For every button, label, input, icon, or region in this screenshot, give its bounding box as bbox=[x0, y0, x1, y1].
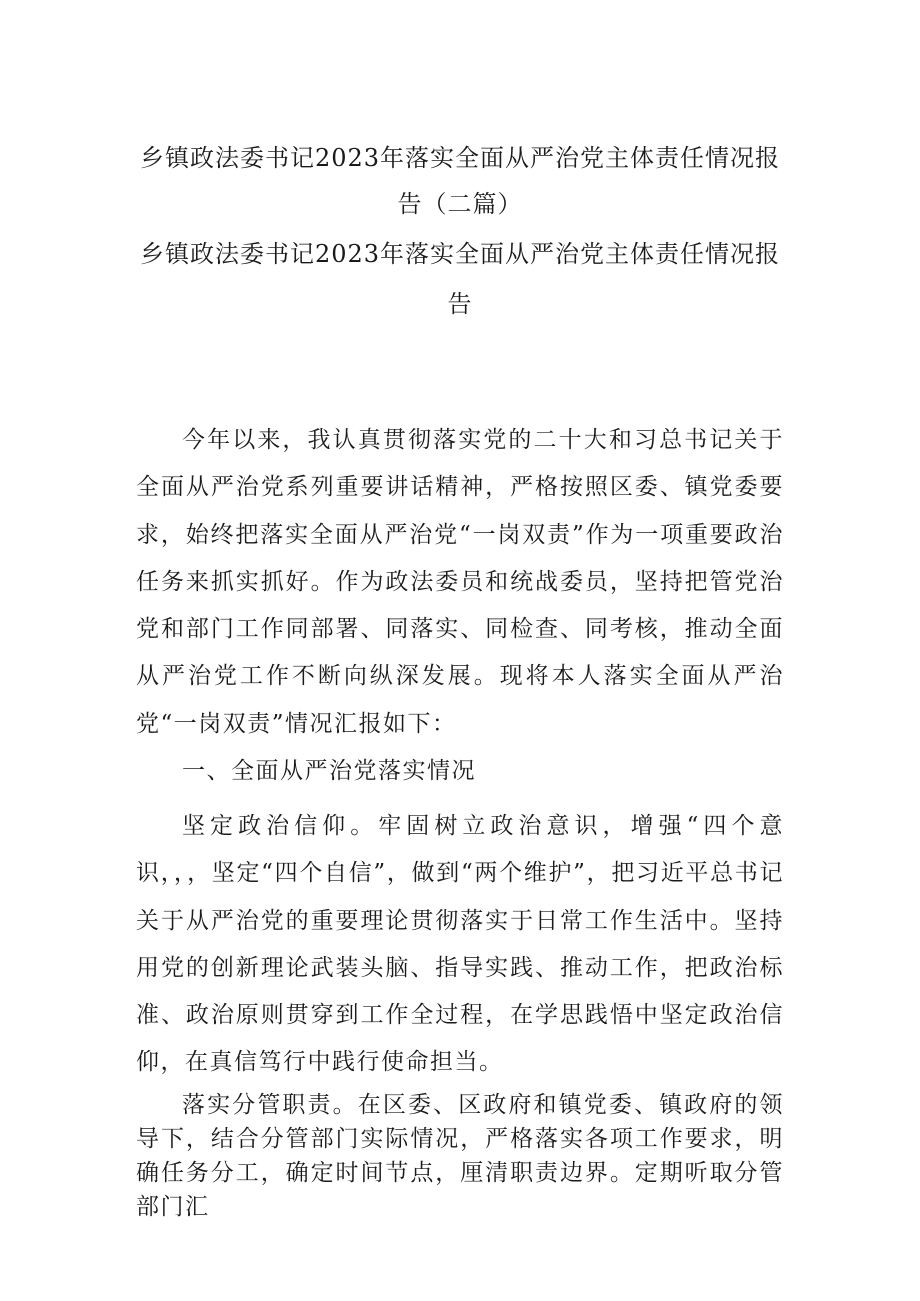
document-title-line-2: 告（二篇） bbox=[397, 190, 523, 218]
section-heading-1: 一、全面从严治党落实情况 bbox=[182, 758, 476, 784]
document-subtitle-line-1: 乡镇政法委书记2023年落实全面从严治党主体责任情况报 bbox=[139, 240, 781, 268]
document-title-line-1: 乡镇政法委书记2023年落实全面从严治党主体责任情况报 bbox=[139, 144, 781, 172]
paragraph-intro: 今年以来，我认真贯彻落实党的二十大和习总书记关于全面从严治党系列重要讲话精神，严格按照区委、镇党委要求，始终把落实全面从严治党“一岗双责”作为一项重要政治任务来抓实抓好。作为政法委员和统战委员，坚持把管党治党和部门工作同部署、同落实、同检查、同考核，推动全面从严治党工作不断向纵深发展。现将本人落实全面从严治党“一岗双责”情况汇报如下： bbox=[136, 427, 784, 737]
document-subtitle-line-2: 告 bbox=[447, 290, 473, 318]
paragraph-political-faith: 坚定政治信仰。牢固树立政治意识，增强“四个意识，，，坚定“四个自信”，做到“两个维护”，把习近平总书记关于从严治党的重要理论贯彻落实于日常工作生活中。坚持用党的创新理论武装头脑、指导实践、推动工作，把政治标准、政治原则贯穿到工作全过程，在学思践悟中坚定政治信仰，在真信笃行中践行使命担当。 bbox=[136, 813, 784, 1076]
paragraph-supervision-duty: 落实分管职责。在区委、区政府和镇党委、镇政府的领导下，结合分管部门实际情况，严格落实各项工作要求，明确任务分工，确定时间节点，厘清职责边界。定期听取分管部门汇 bbox=[136, 1092, 784, 1220]
